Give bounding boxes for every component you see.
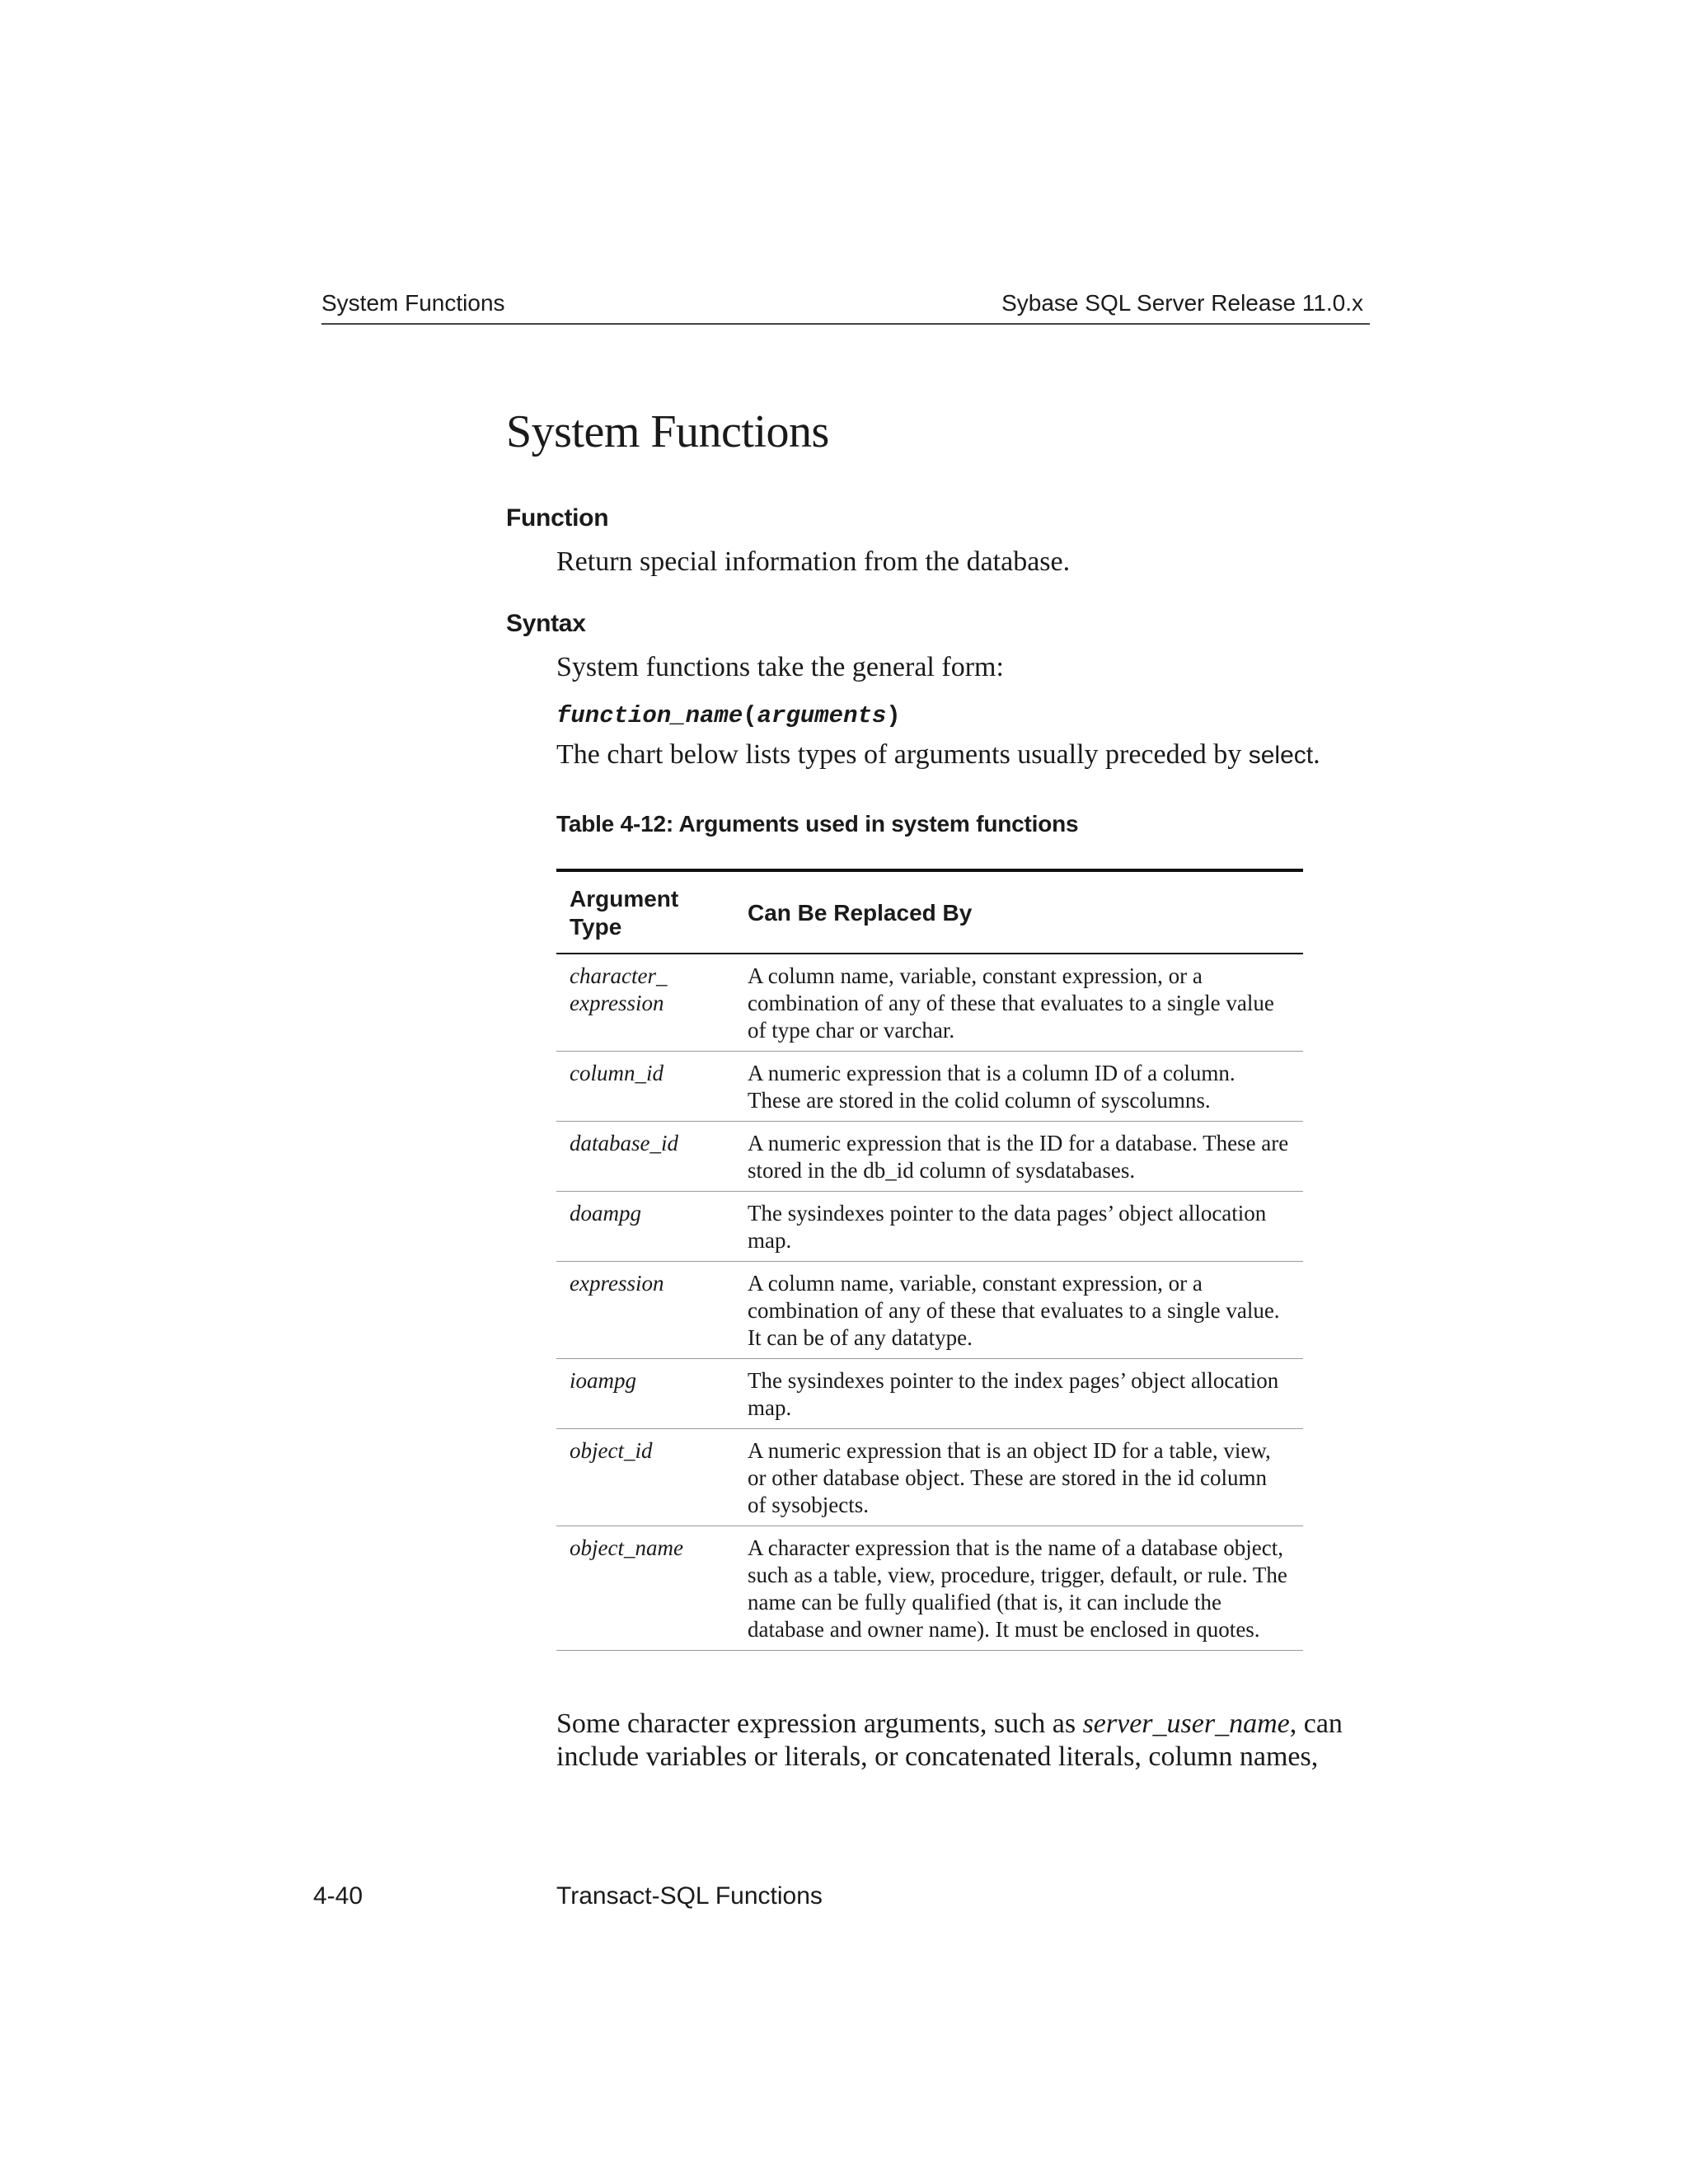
table-row [556,1429,1303,1526]
arg-name: character_ expression [570,963,668,1015]
arg-name: ioampg [570,1368,636,1393]
select-keyword: select [1248,742,1314,769]
closing-text-start: Some character expression arguments, such as [556,1708,1083,1739]
table-row [556,1526,1303,1651]
header-section-name: System Functions [321,290,505,316]
table-row [556,954,1303,1052]
header-product-name: Sybase SQL Server Release 11.0.x [1001,290,1363,316]
table-row [556,1262,1303,1359]
closing-italic-term: server_user_name [1082,1708,1290,1739]
arg-description: A column name, variable, constant expression, or a combination of any of these that evaluates to a single value. It can be of any datatype. [748,1271,1280,1350]
arg-name: object_id [570,1438,653,1463]
arg-description: A character expression that is the name of a database object, such as a table, view, procedure, trigger, default, or rule. The name can be fully qualified (that is, it can include the database and owner name). It must be enclosed in quotes. [748,1535,1287,1642]
arg-description: A column name, variable, constant expression, or a combination of any of these that evaluates to a single value of type char or varchar. [748,963,1274,1043]
arg-name: object_name [570,1535,683,1560]
header-replaced-by: Can Be Replaced By [748,900,973,926]
page-title: System Functions [506,406,829,457]
arg-description: A numeric expression that is an object ID for a table, view, or other database object. These are stored in the id column of sysobjects. [748,1438,1271,1517]
footer-page-number: 4-40 [313,1882,363,1910]
code-close-paren: ) [886,702,901,729]
arg-name: expression [570,1271,664,1296]
table-header-row [556,870,1303,954]
function-heading: Function [506,504,609,532]
arg-description: A numeric expression that is a column ID of a column. These are stored in the colid column of syscolumns. [748,1061,1236,1113]
arg-name: column_id [570,1061,663,1085]
table-row [556,1122,1303,1192]
closing-paragraph [556,1708,1381,1774]
table-caption: Table 4-12: Arguments used in system functions [556,811,1079,837]
arg-name: database_id [570,1131,678,1155]
syntax-code [556,702,901,729]
syntax-intro: System functions take the general form: [556,652,1004,682]
arg-description: The sysindexes pointer to the index pages’ object allocation map. [748,1368,1279,1420]
table-row [556,1192,1303,1262]
function-description: Return special information from the database. [556,546,1071,577]
header-argument-type: Argument Type [570,886,679,940]
chart-intro [556,738,1320,772]
chart-intro-text: The chart below lists types of arguments usually preceded by [556,739,1242,770]
closing-text-end: , can include variables or literals, or concatenated literals, column names, [556,1708,1343,1772]
code-function-name: function_name [556,702,743,729]
arguments-table [556,869,1303,1651]
chart-intro-end: . [1313,739,1320,770]
arg-description: A numeric expression that is the ID for a database. These are stored in the db_id column of sysdatabases. [748,1131,1289,1183]
code-arguments: arguments [757,702,887,729]
table-row [556,1359,1303,1429]
table-row [556,1052,1303,1122]
footer-chapter-title: Transact-SQL Functions [556,1882,823,1910]
arg-name: doampg [570,1201,641,1226]
code-open-paren: ( [743,702,757,729]
running-header [321,290,1370,325]
arg-description: The sysindexes pointer to the data pages’ object allocation map. [748,1201,1267,1253]
syntax-heading: Syntax [506,610,586,637]
